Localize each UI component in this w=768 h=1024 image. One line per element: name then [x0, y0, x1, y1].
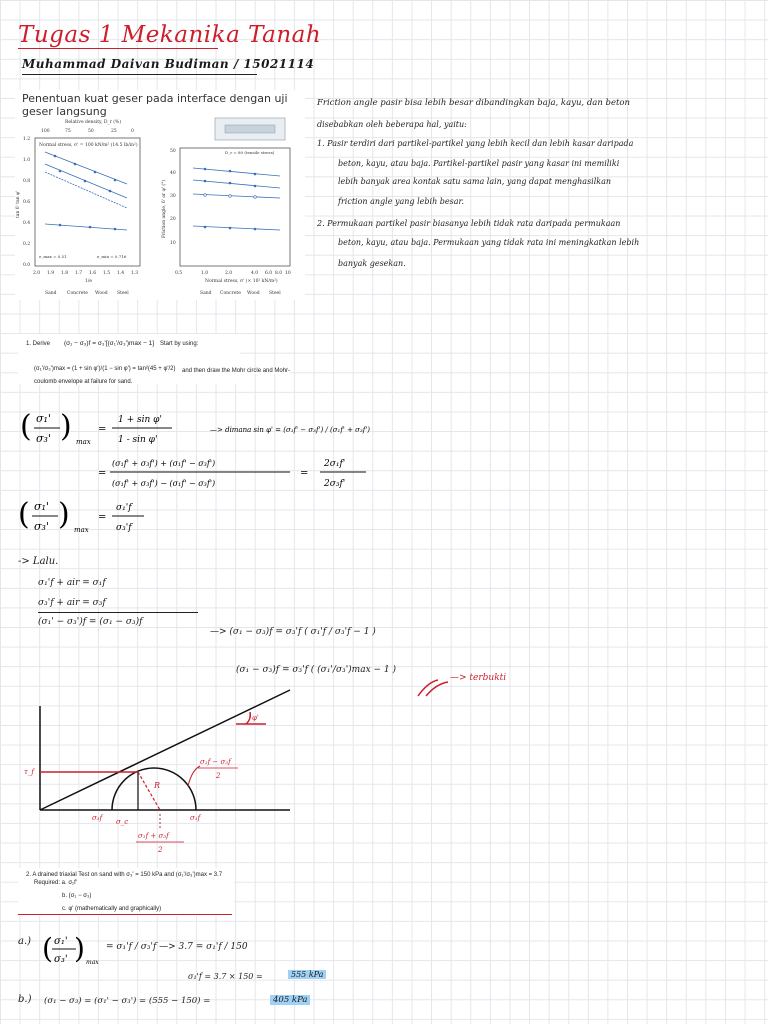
right-xlabel: Normal stress, σ' (× 10² kN/m²): [205, 279, 278, 284]
legend-right-sand: Sand: [200, 291, 212, 296]
q1-prompt-formula: (σ₁ − σ₃)f = σ₃'[(σ₁'/σ₃')max − 1]: [64, 340, 155, 347]
note-line-1: Friction angle pasir bisa lebih besar dibandingkan baja, kayu, dan beton: [317, 98, 630, 108]
legend-left-concrete: Concrete: [67, 291, 88, 296]
svg-text:25: 25: [111, 129, 117, 134]
svg-text:10: 10: [170, 241, 176, 246]
svg-text:0.2: 0.2: [23, 242, 31, 247]
svg-text:σ₁': σ₁': [54, 936, 68, 947]
svg-text:e_max = 0.51: e_max = 0.51: [39, 254, 67, 259]
sigma1-label: σ₁f: [190, 814, 201, 822]
svg-text:max: max: [74, 526, 89, 534]
svg-text:2.0: 2.0: [225, 271, 233, 276]
svg-text:): ): [74, 932, 85, 965]
svg-text:50: 50: [88, 129, 94, 134]
eq2-num: (σ₁f' + σ₃f') + (σ₁f' − σ₃f'): [112, 459, 216, 468]
svg-text:=: =: [300, 468, 309, 479]
note-line-7: 2. Permukaan partikel pasir biasanya lebih tidak rata daripada permukaan: [317, 219, 621, 228]
answer-a-lhs: [42, 928, 102, 970]
legend-left-sand: Sand: [45, 291, 57, 296]
svg-text:): ): [60, 409, 72, 444]
author-line: Muhammad Daivan Budiman / 15021114: [22, 57, 315, 71]
note-line-6: friction angle yang lebih besar.: [338, 197, 464, 206]
q1-prompt-coulomb: coulomb envelope at failure for sand.: [34, 379, 133, 385]
svg-text:σ₃': σ₃': [54, 954, 68, 965]
mohr-diagram: [20, 686, 320, 861]
svg-text:(: (: [18, 497, 30, 532]
eq1-note: —> dimana sin φ' = (σ₁f' − σ₃f') / (σ₁f' + σ₃f'): [210, 426, 370, 434]
svg-text:=: =: [98, 512, 107, 523]
svg-text:10: 10: [285, 271, 291, 276]
svg-text:2: 2: [158, 846, 163, 854]
left-top-axis-label: Relative density, D_r (%): [65, 120, 122, 125]
step-divider: [38, 612, 198, 613]
svg-text:2: 2: [216, 772, 221, 780]
svg-text:1.5: 1.5: [103, 271, 111, 276]
note-line-3: 1. Pasir terdiri dari partikel-partikel yang lebih kecil dan lebih kasar daripada: [317, 139, 634, 148]
left-annotation: Normal stress, σ' = 100 kN/m² (14.5 lb/in²): [39, 143, 138, 148]
legend-right-steel: Steel: [269, 291, 281, 296]
phi-label: φ': [252, 714, 259, 722]
legend-right-wood: Wood: [247, 291, 260, 296]
svg-text:max: max: [86, 959, 99, 966]
q2-divider: [18, 914, 232, 915]
eq3-num: σ₁'f: [116, 503, 132, 513]
note-line-4: beton, kayu, atau baja. Partikel-partikel pasir yang kasar ini memiliki: [338, 159, 620, 168]
answer-b-label: b.): [18, 994, 32, 1005]
svg-text:75: 75: [65, 129, 71, 134]
figure-title: Penentuan kuat geser pada interface dengan uji geser langsung: [22, 92, 288, 118]
top-annotation: σ₁f − σ₃f: [200, 758, 231, 766]
legend-left-wood: Wood: [95, 291, 108, 296]
answer-a-eq: = σ₁'f / σ₃'f —> 3.7 = σ₁'f / 150: [106, 942, 248, 952]
answer-b-value: 405 kPa: [270, 995, 310, 1005]
svg-text:1.8: 1.8: [61, 271, 69, 276]
svg-text:50: 50: [170, 149, 176, 154]
q2-req-c: c. φ' (mathematically and graphically): [62, 906, 162, 912]
check-strokes: [416, 678, 456, 698]
svg-text:1.9: 1.9: [47, 271, 55, 276]
left-ylabel: tan δ' tan φ': [16, 190, 21, 218]
svg-text:0.6: 0.6: [23, 200, 31, 205]
note-line-5: lebih banyak area kontak satu sama lain, yang dapat menghasilkan: [338, 177, 612, 186]
svg-text:σ₁': σ₁': [36, 412, 51, 425]
sigma3-label: σ₃f: [92, 814, 103, 822]
svg-text:0.0: 0.0: [23, 263, 31, 268]
q1-prompt-start-formula: (σ₁'/σ₃')max = (1 + sin φ')/(1 − sin φ') = tan²(45 + φ'/2): [34, 366, 176, 372]
svg-text:0.5: 0.5: [175, 271, 183, 276]
q1-prompt-mohr: and then draw the Mohr circle and Mohr-: [182, 368, 291, 374]
right-ylabel: Friction angle, δ' or φ' (°): [162, 179, 167, 238]
svg-text:20: 20: [170, 217, 176, 222]
step-line-3b: —> (σ₁ − σ₃)f = σ₃'f ( σ₁'f / σ₃'f − 1 ): [210, 627, 376, 637]
svg-text:1.0: 1.0: [23, 158, 31, 163]
svg-text:8.0: 8.0: [275, 271, 283, 276]
author-underline: [22, 74, 257, 75]
q2-prompt: 2. A drained triaxial Test on sand with σ₃' = 150 kPa and (σ₁'/σ₃')max = 3.7: [26, 872, 223, 878]
svg-text:1.3: 1.3: [131, 271, 139, 276]
left-xlabel: 1/e: [85, 279, 93, 284]
radius-label: R: [154, 781, 161, 790]
q1-derivation: [20, 404, 440, 534]
eq2-res-den: 2σ₃f': [324, 479, 346, 489]
step-line-3: (σ₁' − σ₃')f = (σ₁ − σ₃)f: [38, 617, 143, 627]
figure-charts: [15, 118, 305, 298]
svg-text:1.4: 1.4: [117, 271, 125, 276]
q2-req-b: b. (σ₁ − σ₃): [62, 893, 92, 899]
svg-text:=: =: [98, 424, 107, 435]
svg-text:2.0: 2.0: [33, 271, 41, 276]
legend-right-concrete: Concrete: [220, 291, 241, 296]
q1-prompt-start: Start by using:: [160, 341, 199, 347]
svg-text:1.2: 1.2: [23, 137, 31, 142]
step-line-1: σ₁'f + air = σ₁f: [38, 578, 106, 588]
right-annotation: D_r = 80 (tensile stress): [225, 150, 275, 155]
svg-text:(: (: [42, 932, 53, 965]
svg-text:4.0: 4.0: [251, 271, 259, 276]
svg-text:1.6: 1.6: [89, 271, 97, 276]
terbukti-label: —> terbukti: [450, 673, 507, 683]
answer-b-eq: (σ₁ − σ₃) = (σ₁' − σ₃') = (555 − 150) =: [44, 996, 211, 1006]
bottom-annotation: σ₁f + σ₃f: [138, 832, 169, 840]
note-line-2: disebabkan oleh beberapa hal, yaitu:: [317, 120, 467, 129]
step-line-4: (σ₁ − σ₃)f = σ₃'f ( (σ₁'/σ₃')max − 1 ): [236, 665, 397, 675]
svg-text:σ₁': σ₁': [34, 500, 49, 513]
eq1-num: 1 + sin φ': [118, 415, 162, 425]
svg-text:30: 30: [170, 194, 176, 199]
step-line-2: σ₃'f + air = σ₃f: [38, 598, 106, 608]
lalu-label: -> Lalu.: [18, 556, 59, 567]
sigma-c-label: σ_c: [116, 818, 129, 826]
svg-text:40: 40: [170, 171, 176, 176]
svg-text:0.4: 0.4: [23, 221, 31, 226]
legend-left-steel: Steel: [117, 291, 129, 296]
note-line-8: beton, kayu, atau baja. Permukaan yang tidak rata ini meningkatkan lebih: [338, 238, 640, 247]
svg-text:(: (: [20, 409, 32, 444]
svg-text:σ₃': σ₃': [36, 432, 51, 445]
answer-a-result: σ₁'f = 3.7 × 150 =: [188, 972, 263, 981]
q2-required: Required: a. σ₁f': [34, 880, 77, 886]
svg-text:σ₃': σ₃': [34, 520, 49, 533]
note-line-9: banyak gesekan.: [338, 259, 406, 268]
svg-text:1.7: 1.7: [75, 271, 83, 276]
tau-label: τ_f: [24, 768, 34, 776]
svg-text:0.8: 0.8: [23, 179, 31, 184]
eq1-den: 1 - sin φ': [118, 435, 158, 445]
svg-text:100: 100: [41, 129, 50, 134]
svg-text:): ): [58, 497, 70, 532]
svg-text:=: =: [98, 468, 107, 479]
svg-text:6.0: 6.0: [265, 271, 273, 276]
eq2-res-num: 2σ₁f': [324, 459, 346, 469]
answer-a-value: 555 kPa: [288, 970, 326, 979]
q1-prompt-derive: 1. Derive: [26, 341, 51, 347]
page-title: Tugas 1 Mekanika Tanah: [18, 22, 322, 48]
eq3-den: σ₃'f: [116, 523, 132, 533]
eq2-den: (σ₁f' + σ₃f') − (σ₁f' − σ₃f'): [112, 479, 216, 488]
svg-text:e_min = 0.716: e_min = 0.716: [97, 254, 127, 259]
svg-text:0: 0: [131, 129, 134, 134]
svg-text:1.0: 1.0: [201, 271, 209, 276]
title-underline: [18, 48, 218, 49]
svg-text:max: max: [76, 438, 91, 446]
answer-a-label: a.): [18, 936, 32, 947]
